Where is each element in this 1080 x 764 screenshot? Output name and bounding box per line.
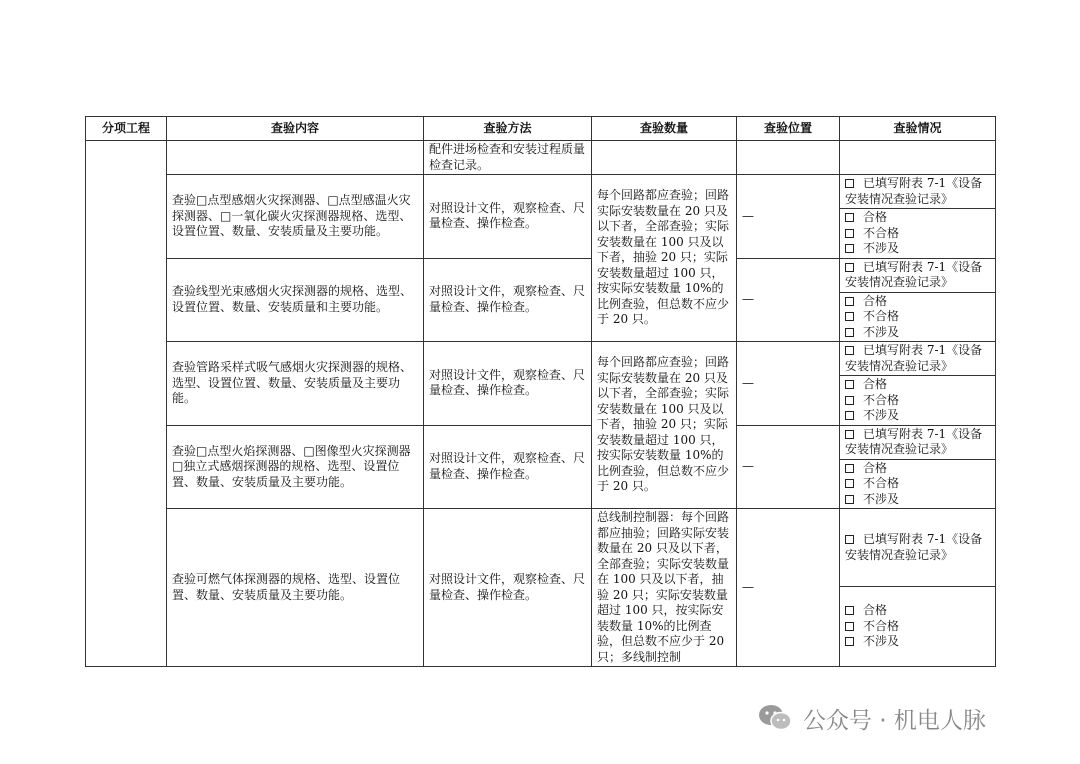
method-cell: 配件进场检查和安装过程质量检查记录。 xyxy=(424,141,592,175)
status-options-cell xyxy=(840,209,996,259)
checkbox-pass[interactable] xyxy=(845,380,854,389)
checkbox-na[interactable] xyxy=(845,637,854,646)
checkbox-pass[interactable] xyxy=(845,606,854,615)
position-cell xyxy=(737,141,840,175)
option-label: 不涉及 xyxy=(863,324,900,339)
checkbox-fail[interactable] xyxy=(845,312,854,321)
option-label: 合格 xyxy=(863,210,888,224)
position-cell: — xyxy=(737,258,840,342)
position-cell: — xyxy=(737,509,840,667)
table-row xyxy=(86,509,996,587)
content-cell: 查验可燃气体探测器的规格、选型、设置位置、数量、安装质量及主要功能。 xyxy=(167,509,424,667)
checkbox-fail[interactable] xyxy=(845,479,854,488)
quantity-cell: 总线制控制器：每个回路都应抽验；回路实际安装数量在 20 只及以下者，全部查验；实际安装数量在 100 只及以下者，抽验 20 只；实际安装数量超过 100 只，按实际安装数量 10%的比例查验，但总数不应少于 20 只；多线制控制 xyxy=(592,509,737,667)
option-label: 不合格 xyxy=(863,309,900,323)
option-label: 不涉及 xyxy=(863,241,900,255)
quantity-cell: 每个回路都应查验；回路实际安装数量在 20 只及以下者，全部查验；实际安装数量在 100 只及以下者，抽验 20 只；实际安装数量超过 100 只，按实际安装数量 10%的比例查验，但总数不应少于 20 只。 xyxy=(592,175,737,342)
checkbox-fail[interactable] xyxy=(845,396,854,405)
checkbox-pass[interactable] xyxy=(845,464,854,473)
filled-label: 已填写附表 7-1《设备安装情况查验记录》 xyxy=(845,532,983,562)
option-label: 合格 xyxy=(863,460,888,475)
wechat-icon xyxy=(757,703,793,733)
quantity-cell xyxy=(592,141,737,175)
option-label: 合格 xyxy=(863,377,888,391)
checkbox-filled[interactable] xyxy=(845,179,854,188)
option-label: 合格 xyxy=(863,603,888,618)
checkbox-na[interactable] xyxy=(845,244,854,253)
checkbox-fail[interactable] xyxy=(845,622,854,631)
header-method: 查验方法 xyxy=(424,117,592,141)
method-cell: 对照设计文件，观察检查、尺量检查、操作检查。 xyxy=(424,425,592,509)
header-content: 查验内容 xyxy=(167,117,424,141)
table-row xyxy=(86,141,996,175)
filled-label: 已填写附表 7-1《设备安装情况查验记录》 xyxy=(845,259,983,289)
method-cell: 对照设计文件，观察检查、尺量检查、操作检查。 xyxy=(424,258,592,342)
sub-project-cell xyxy=(86,141,167,667)
watermark xyxy=(757,700,986,736)
status-filled-cell xyxy=(840,425,996,459)
content-cell: 查验□点型感烟火灾探测器、□点型感温火灾探测器、□一氧化碳火灾探测器规格、选型、设置位置、数量、安装质量及主要功能。 xyxy=(167,175,424,259)
checkbox-na[interactable] xyxy=(845,328,854,337)
checkbox-filled[interactable] xyxy=(845,535,854,544)
position-cell: — xyxy=(737,175,840,259)
watermark-text: 公众号 · 机电人脉 xyxy=(803,707,986,734)
header-sub-project: 分项工程 xyxy=(86,117,167,141)
filled-label: 已填写附表 7-1《设备安装情况查验记录》 xyxy=(845,343,983,373)
status-filled-cell xyxy=(840,342,996,376)
option-label: 不涉及 xyxy=(863,491,900,506)
table-row xyxy=(86,175,996,209)
content-cell: 查验管路采样式吸气感烟火灾探测器的规格、选型、设置位置、数量、安装质量及主要功能。 xyxy=(167,342,424,426)
option-label: 合格 xyxy=(863,293,888,308)
status-options-cell xyxy=(840,459,996,509)
inspection-table xyxy=(85,116,996,667)
table-row xyxy=(86,342,996,376)
status-filled-cell xyxy=(840,258,996,292)
checkbox-filled[interactable] xyxy=(845,346,854,355)
status-options-cell xyxy=(840,376,996,426)
status-cell xyxy=(840,141,996,175)
status-options-cell xyxy=(840,587,996,667)
status-options-cell xyxy=(840,292,996,342)
checkbox-filled[interactable] xyxy=(845,430,854,439)
status-filled-cell xyxy=(840,175,996,209)
checkbox-filled[interactable] xyxy=(845,263,854,272)
option-label: 不合格 xyxy=(863,618,900,633)
filled-label: 已填写附表 7-1《设备安装情况查验记录》 xyxy=(845,426,983,456)
checkbox-fail[interactable] xyxy=(845,229,854,238)
header-status: 查验情况 xyxy=(840,117,996,141)
checkbox-na[interactable] xyxy=(845,411,854,420)
content-cell: 查验线型光束感烟火灾探测器的规格、选型、设置位置、数量、安装质量和主要功能。 xyxy=(167,258,424,342)
header-quantity: 查验数量 xyxy=(592,117,737,141)
position-cell: — xyxy=(737,342,840,426)
content-cell xyxy=(167,141,424,175)
table-header-row xyxy=(86,117,996,141)
position-cell: — xyxy=(737,425,840,509)
table-row xyxy=(86,425,996,459)
table-row xyxy=(86,258,996,292)
content-cell: 查验□点型火焰探测器、□图像型火灾探测器□独立式感烟探测器的规格、选型、设置位置、数量、安装质量及主要功能。 xyxy=(167,425,424,509)
option-label: 不合格 xyxy=(863,225,900,240)
checkbox-pass[interactable] xyxy=(845,213,854,222)
method-cell: 对照设计文件，观察检查、尺量检查、操作检查。 xyxy=(424,175,592,259)
option-label: 不合格 xyxy=(863,392,900,407)
checkbox-pass[interactable] xyxy=(845,297,854,306)
option-label: 不合格 xyxy=(863,476,900,490)
method-cell: 对照设计文件，观察检查、尺量检查、操作检查。 xyxy=(424,342,592,426)
quantity-cell: 每个回路都应查验；回路实际安装数量在 20 只及以下者，全部查验；实际安装数量在 100 只及以下者，抽验 20 只；实际安装数量超过 100 只，按实际安装数量 10%的比例查验，但总数不应少于 20 只。 xyxy=(592,342,737,509)
option-label: 不涉及 xyxy=(863,408,900,422)
option-label: 不涉及 xyxy=(863,634,900,649)
method-cell: 对照设计文件，观察检查、尺量检查、操作检查。 xyxy=(424,509,592,667)
header-position: 查验位置 xyxy=(737,117,840,141)
checkbox-na[interactable] xyxy=(845,495,854,504)
filled-label: 已填写附表 7-1《设备安装情况查验记录》 xyxy=(845,176,983,206)
status-filled-cell xyxy=(840,509,996,587)
